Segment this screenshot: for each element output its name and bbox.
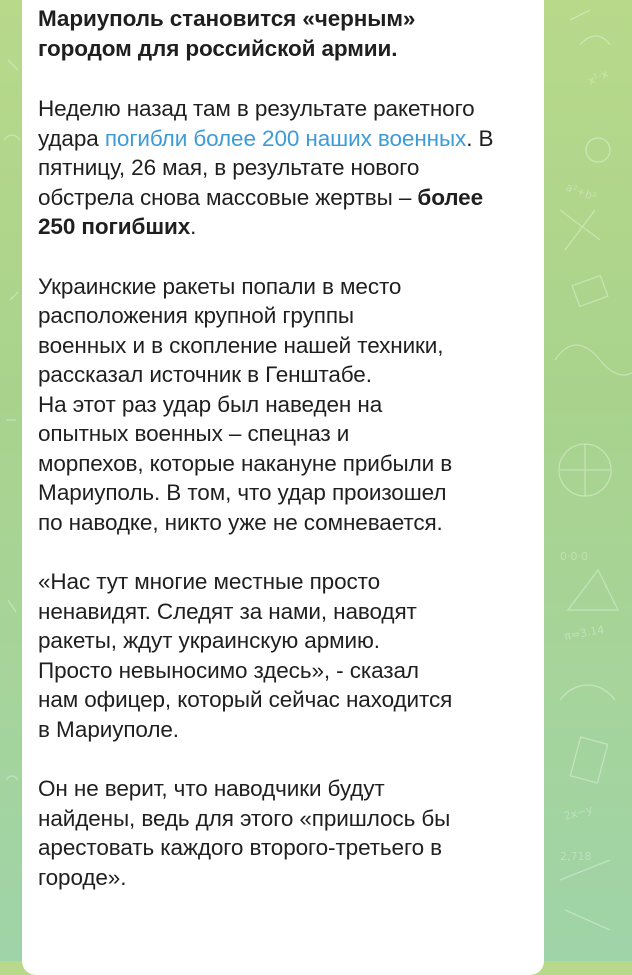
paragraph-line: арестовать каждого второго-третьего в: [38, 835, 443, 860]
message-title: [38, 4, 544, 63]
svg-text:π=3.14: π=3.14: [563, 623, 606, 643]
title-line: городом для российской армии.: [38, 35, 398, 61]
svg-text:2,718: 2,718: [560, 850, 592, 863]
casualties-bold: более 250 погибших: [38, 184, 484, 239]
message-text: [38, 4, 544, 892]
paragraph-line: «Нас тут многие местные просто: [38, 569, 381, 594]
paragraph-line: На этот раз удар был наведен на: [38, 391, 383, 417]
message-bubble[interactable]: [22, 0, 544, 975]
paragraph-line: ракеты, ждут украинскую армию.: [38, 628, 380, 653]
paragraph-line: морпехов, которые накануне прибыли в: [38, 450, 453, 476]
paragraph-line: Украинские ракеты попали в место: [38, 273, 402, 299]
paragraph-line: нам офицер, который сейчас находится: [38, 687, 453, 712]
paragraph-line: опытных военных – спецназ и: [38, 421, 350, 446]
paragraph-line: рассказал источник в Генштабе.: [38, 362, 372, 387]
paragraph-4: [38, 774, 544, 892]
svg-text:x²·x: x²·x: [585, 67, 611, 88]
paragraph-line: расположения крупной группы: [38, 303, 354, 328]
paragraph-line: военных и в скопление нашей техники,: [38, 332, 444, 358]
paragraph-1-text: Неделю назад там в результате ракетного удара: [38, 96, 475, 151]
paragraph-line: по наводке, никто уже не сомневается.: [38, 509, 443, 535]
paragraph-line: Он не верит, что наводчики будут: [38, 776, 385, 801]
svg-text:2x−y: 2x−y: [562, 802, 595, 823]
casualties-link[interactable]: погибли более 200 наших военных: [104, 125, 467, 151]
paragraph-line: Просто невыносимо здесь», - сказал: [38, 657, 419, 683]
paragraph-line: Мариуполь. В том, что удар произошел: [38, 480, 447, 505]
paragraph-line: найдены, ведь для этого «пришлось бы: [38, 805, 451, 831]
paragraph-1: [38, 94, 503, 242]
svg-text:a²+b²: a²+b²: [563, 180, 599, 204]
paragraph-line: в Мариуполе.: [38, 716, 179, 742]
title-line: Мариуполь становится «черным»: [38, 6, 416, 31]
paragraph-1-text: . В пятницу, 26 мая, в результате нового обстрела снова массовые жертвы –: [38, 125, 494, 210]
paragraph-line: ненавидят. Следят за нами, наводят: [38, 598, 417, 624]
paragraph-line: городе».: [38, 864, 127, 890]
paragraph-1-text: .: [190, 214, 197, 239]
paragraph-2: [38, 272, 544, 538]
svg-text:0·0·0: 0·0·0: [560, 550, 588, 563]
paragraph-3-quote: [38, 567, 544, 744]
